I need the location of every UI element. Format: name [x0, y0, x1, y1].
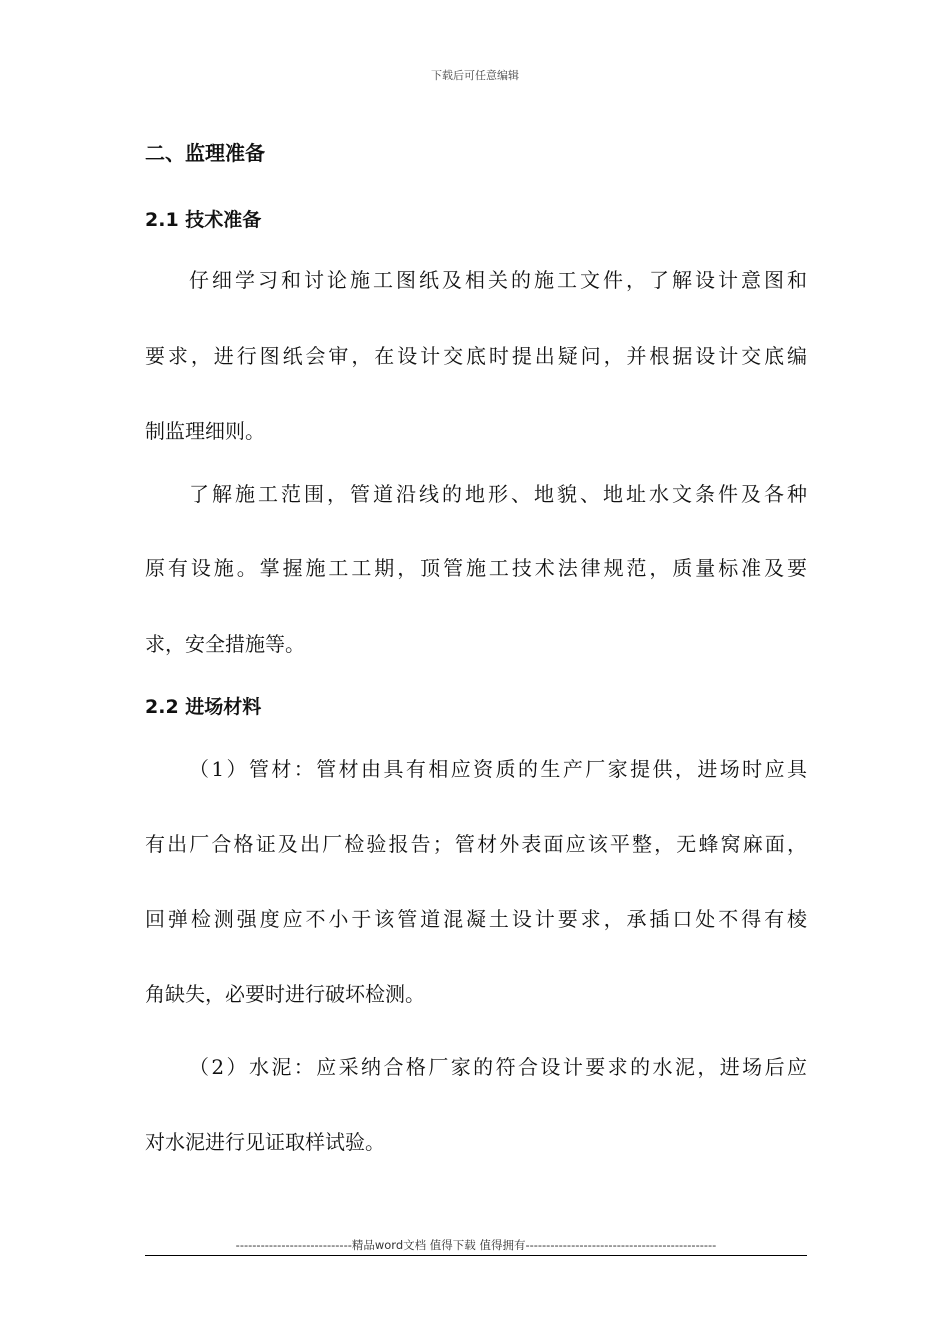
paragraph-line: 对水泥进行见证取样试验。 — [145, 1130, 385, 1154]
page-header: 下载后可任意编辑 — [431, 69, 519, 82]
paragraph-line: 原有设施。掌握施工工期，顶管施工技术法律规范，质量标准及要 — [145, 556, 807, 580]
paragraph-line: 求，安全措施等。 — [145, 632, 305, 656]
paragraph-line: 角缺失，必要时进行破坏检测。 — [145, 982, 425, 1006]
subsection-title-2-1: 2.1 技术准备 — [145, 209, 262, 231]
footer-divider — [145, 1255, 807, 1256]
section-title: 二、监理准备 — [145, 141, 265, 165]
paragraph-line: 有出厂合格证及出厂检验报告；管材外表面应该平整，无蜂窝麻面， — [145, 832, 807, 856]
paragraph-line: 仔细学习和讨论施工图纸及相关的施工文件，了解设计意图和 — [189, 268, 807, 292]
paragraph-line: 了解施工范围，管道沿线的地形、地貌、地址水文条件及各种 — [189, 482, 807, 506]
paragraph-line: 制监理细则。 — [145, 419, 265, 443]
paragraph-line: 要求，进行图纸会审，在设计交底时提出疑问，并根据设计交底编 — [145, 344, 807, 368]
paragraph-line: （1）管材：管材由具有相应资质的生产厂家提供，进场时应具 — [189, 757, 807, 781]
subsection-title-2-2: 2.2 进场材料 — [145, 696, 262, 718]
page-footer: ----------------------------精品word文档 值得下载 值得拥有---------------------------------------------- — [235, 1238, 717, 1252]
paragraph-line: 回弹检测强度应不小于该管道混凝土设计要求，承插口处不得有棱 — [145, 907, 807, 931]
paragraph-line: （2）水泥：应采纳合格厂家的符合设计要求的水泥，进场后应 — [189, 1055, 807, 1079]
